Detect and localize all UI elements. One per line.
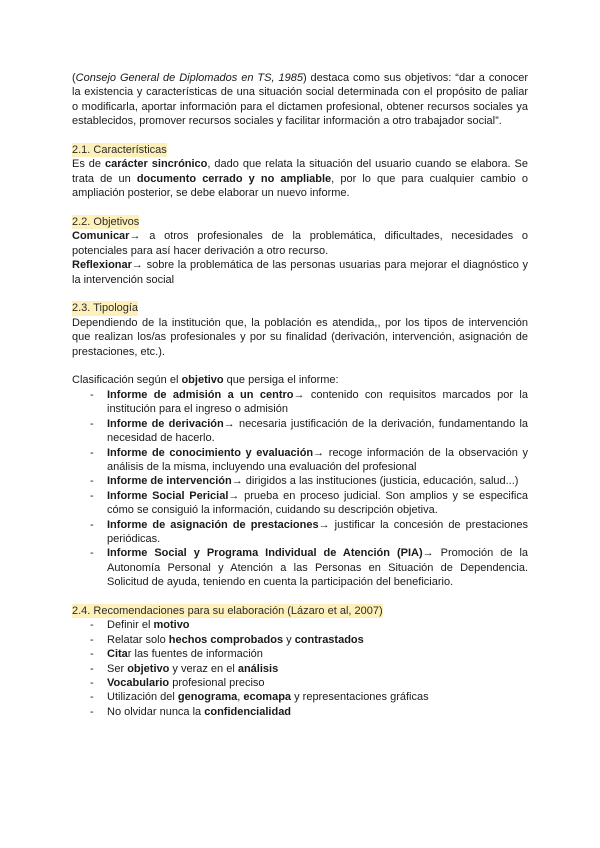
bold-run: motivo — [153, 619, 190, 632]
bold-run: Informe de conocimiento y evaluación — [107, 446, 314, 459]
bold-run: objetivo — [181, 374, 224, 387]
section-tipologia — [72, 301, 528, 589]
list-item — [72, 474, 528, 488]
intro-open-paren: ( — [72, 72, 76, 84]
list-item — [72, 705, 528, 719]
section-heading: 2.4. Recomendaciones para su elaboración (Lázaro et al, 2007) — [72, 604, 383, 617]
intro-paragraph — [72, 71, 528, 129]
text-run: → dirigidos a las instituciones (justicia, educación, salud...) — [231, 475, 519, 488]
bold-run: Informe de derivación — [107, 417, 224, 430]
bold-run: análisis — [237, 662, 279, 675]
text-run: que persiga el informe: — [223, 374, 339, 387]
list-item — [72, 662, 528, 676]
bold-run: Informe Social Pericial — [107, 489, 229, 502]
text-run: Es de — [72, 158, 105, 171]
intro-citation: Consejo General de Diplomados en TS, 1985 — [75, 72, 303, 84]
text-run: y — [283, 633, 295, 646]
list-item — [72, 489, 528, 518]
text-run: → sobre la problemática de las personas usuarias para mejorar el diagnóstico y la intervención social — [72, 259, 528, 286]
text-run: , — [237, 691, 244, 704]
text-run: No olvidar nunca la — [107, 705, 205, 718]
text-run: y veraz en el — [169, 662, 238, 675]
clasificacion-intro — [72, 373, 528, 387]
caracteristicas-paragraph — [72, 157, 528, 200]
section-heading: 2.2. Objetivos — [72, 216, 140, 229]
objetivo-comunicar — [72, 229, 528, 258]
text-run: Clasificación según el — [72, 374, 182, 387]
tipologia-list — [72, 388, 528, 590]
text-run: → Promoción de la Autonomía Personal y Atención a las Personas en Situación de Dependencia. Solicitud de ayuda, teniendo en cuenta la participación del beneficiario. — [107, 547, 529, 589]
text-run: Utilización del — [107, 691, 178, 704]
list-item — [72, 417, 528, 446]
section-heading: 2.3. Tipología — [72, 302, 139, 315]
text-run: , por lo que para cualquier cambio o ampliación posterior, se debe elaborar un nuevo informe. — [72, 172, 529, 200]
tipologia-paragraph: Dependiendo de la institución que, la población es atendida,, por los tipos de intervención que realizan los/as profesionales y por su finalidad (derivación, intervención, asignación de prestaciones, etc.). — [72, 316, 528, 358]
list-item — [72, 647, 528, 661]
section-objetivos — [72, 215, 528, 287]
text-run: → a otros profesionales de la problemática, dificultades, necesidades o potenciales para así hacer derivación a otro recurso. — [72, 230, 528, 257]
list-item — [72, 546, 528, 589]
bold-run: objetivo — [127, 662, 170, 675]
text-run: Definir el — [107, 619, 154, 632]
bold-run: Comunicar — [72, 230, 130, 243]
bold-run: contrastados — [294, 633, 364, 646]
text-run: r las fuentes de información — [127, 648, 263, 661]
list-item — [72, 518, 528, 547]
text-run: Ser — [107, 662, 128, 675]
bold-run: Vocabulario — [107, 676, 170, 689]
bold-run: Informe de admisión a un centro — [107, 388, 294, 401]
text-run: → prueba en proceso judicial. Son amplios y se especifica cómo se consiguió la información, cuidando su descripción objetiva. — [107, 489, 528, 517]
bold-run: confidencialidad — [204, 705, 292, 718]
bold-run: documento cerrado y no ampliable — [136, 172, 332, 185]
bold-run: Informe Social y Programa Individual de Atención (PIA) — [107, 547, 423, 560]
bold-run: Reflexionar — [72, 259, 132, 272]
text-run: → contenido con requisitos marcados por la institución para el ingreso o admisión — [107, 388, 528, 416]
text-run: → necesaria justificación de la derivación, fundamentando la necesidad de hacerlo. — [107, 417, 529, 445]
section-caracteristicas — [72, 143, 528, 201]
text-run: y representaciones gráficas — [291, 691, 429, 704]
bold-run: Informe de intervención — [107, 475, 232, 488]
bold-run: genograma — [177, 691, 238, 704]
text-run: → justificar la concesión de prestaciones periódicas. — [107, 518, 528, 545]
text-run: Relatar solo — [107, 633, 169, 646]
list-item — [72, 618, 528, 632]
objetivo-reflexionar — [72, 258, 528, 287]
bold-run: carácter sincrónico — [105, 158, 208, 171]
section-heading: 2.1. Características — [72, 144, 167, 157]
list-item — [72, 388, 528, 417]
list-item — [72, 633, 528, 647]
list-item — [72, 690, 528, 704]
recomendaciones-list — [72, 618, 528, 719]
list-item — [72, 676, 528, 690]
text-run: , dado que relata la situación del usuario cuando se elabora. Se trata de un — [72, 158, 528, 185]
section-recomendaciones — [72, 604, 528, 719]
document-body — [72, 71, 528, 719]
text-run: profesional preciso — [169, 676, 265, 689]
text-run: → recoge información de la observación y análisis de la misma, incluyendo una evaluación del profesional — [107, 446, 528, 473]
bold-run: Cita — [107, 648, 128, 661]
intro-text: ) destaca como sus objetivos: “dar a conocer la existencia y características de una situación social determinada con el propósito de paliar o modificarla, aportar información para el dictamen profesional, obtener recursos sociales ya establecidos, promover recursos sociales y facilitar información a otro trabajador social”. — [72, 72, 528, 128]
bold-run: hechos comprobados — [168, 633, 284, 646]
bold-run: ecomapa — [243, 691, 292, 704]
bold-run: Informe de asignación de prestaciones — [107, 518, 319, 531]
list-item — [72, 446, 528, 475]
